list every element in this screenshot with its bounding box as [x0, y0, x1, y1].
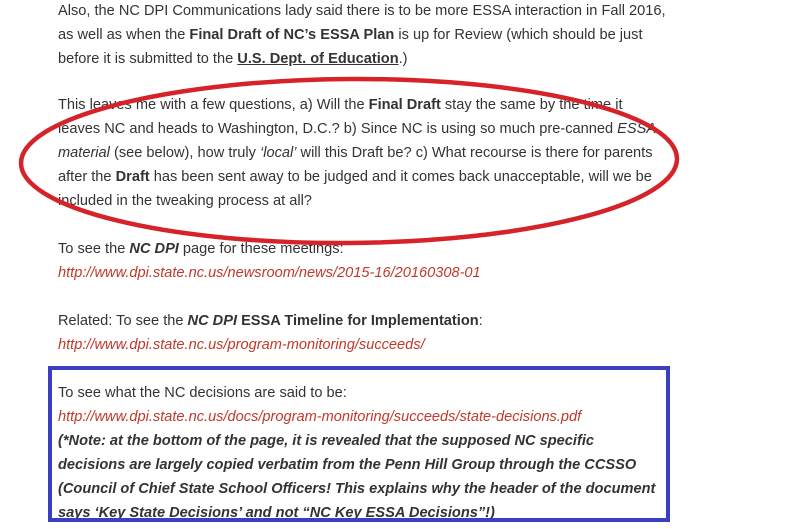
note-text: (*Note: at the bottom of the page, it is revealed that the supposed NC specific decisions are largely copied verbatim from the Penn Hill Group through the CCSSO (Council of Chief State School Officers! This explains why the header of the document says ‘Key State Decisions’ and not “NC Key ESSA Decisions”!) [58, 433, 656, 521]
bold-italic-text: NC DPI [187, 313, 238, 329]
text: This leaves me with a few questions, a) Will the [58, 97, 369, 113]
italic-text: ‘local’ [259, 145, 297, 161]
decisions-link[interactable]: http://www.dpi.state.nc.us/docs/program-monitoring/succeeds/state-decisions.pdf [58, 409, 582, 425]
text: (see below), how truly [109, 145, 260, 161]
bold-text: Draft [115, 169, 150, 185]
text: To see the [58, 241, 130, 257]
bold-text: Final Draft [368, 97, 441, 113]
italic-text: ESSA material [58, 121, 656, 161]
timeline-link[interactable]: http://www.dpi.state.nc.us/program-monitoring/succeeds/ [58, 337, 425, 353]
meetings-link[interactable]: http://www.dpi.state.nc.us/newsroom/news/2015-16/20160308-01 [58, 265, 481, 281]
text: .) [398, 51, 408, 67]
bold-text: Final Draft of NC’s ESSA Plan [189, 27, 395, 43]
text: has been sent away to be judged and it comes back unacceptable, will we be included in the tweaking process at all? [58, 169, 652, 209]
bold-italic-text: NC DPI [129, 241, 179, 257]
text: is up for Review (which should be just before it is submitted to the [58, 27, 643, 67]
paragraph-final-draft [58, 0, 668, 71]
text: To see what the NC decisions are said to be: [58, 385, 347, 401]
paragraph-questions [58, 93, 658, 213]
text: Also, the NC DPI Communications lady said there is to be more ESSA interaction in Fall 2016, as well as when the [58, 3, 666, 43]
text: page for these meetings: [178, 241, 344, 257]
paragraph-decisions-link [58, 381, 658, 525]
paragraph-meetings-link [58, 237, 668, 285]
bold-underlined-text: U.S. Dept. of Education [237, 51, 399, 67]
text: : [478, 313, 483, 329]
paragraph-timeline-link [58, 309, 668, 357]
text: stay the same by the time it leaves NC and heads to Washington, D.C.? b) Since NC is using so much pre-canned [58, 97, 623, 137]
bold-text: ESSA Timeline for Implementation [237, 313, 479, 329]
text: Related: To see the [58, 313, 188, 329]
text: will this Draft be? c) What recourse is there for parents after the [58, 145, 653, 185]
